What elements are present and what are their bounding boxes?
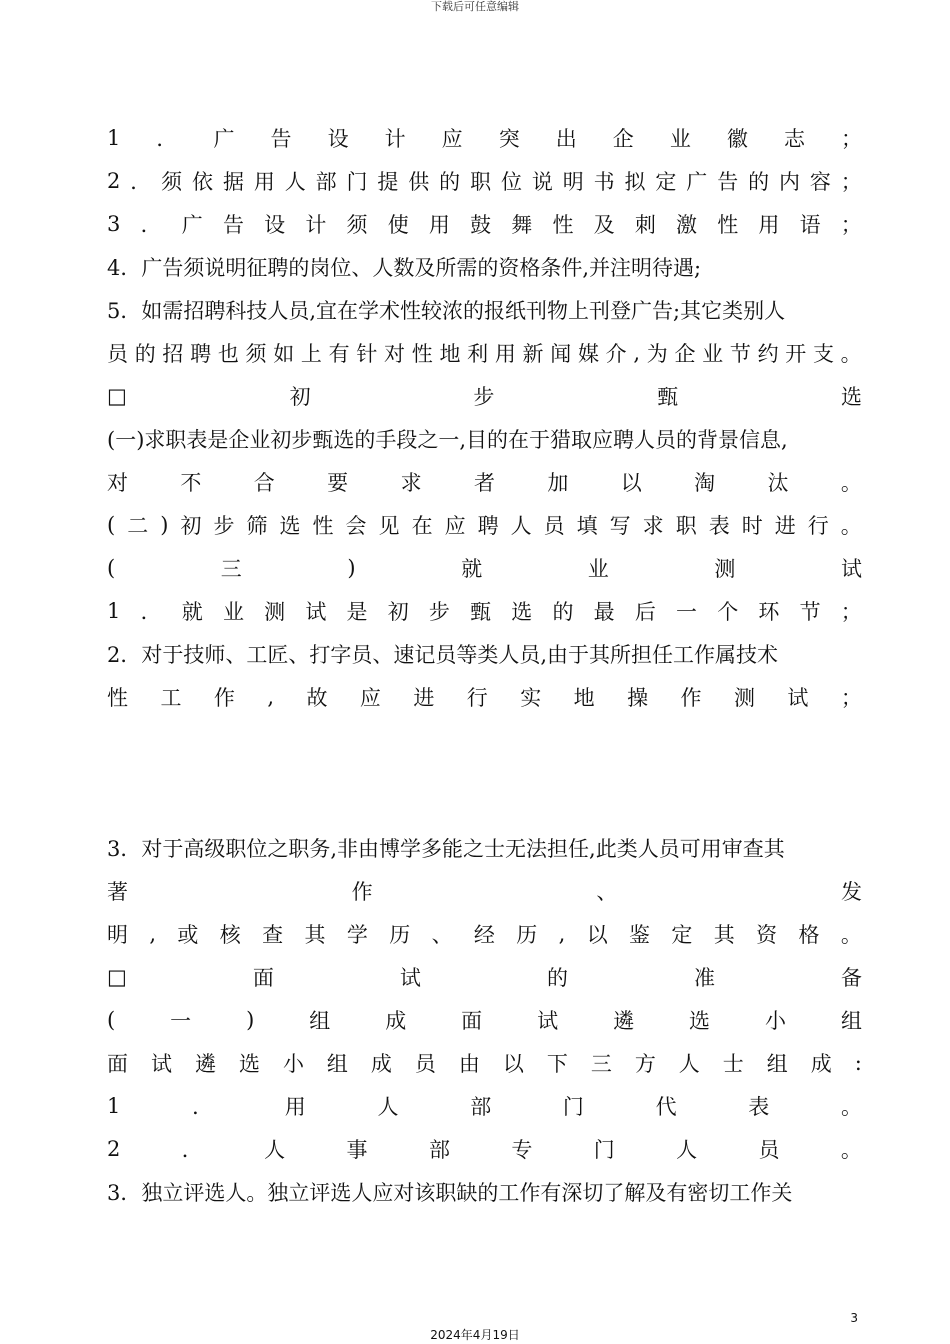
text-line: 对 不 合 要 求 者 加 以 淘 汰 。 bbox=[107, 471, 862, 495]
text-line: 1 ． 用 人 部 门 代 表 。 bbox=[107, 1094, 862, 1119]
page-number: 3 bbox=[850, 1311, 858, 1325]
text-line: 3．独立评选人。独立评选人应对该职缺的工作有深切了解及有密切工作关 bbox=[107, 1181, 793, 1205]
text-line: (一)求职表是企业初步甄选的手段之一,目的在于猎取应聘人员的背景信息, bbox=[107, 428, 788, 452]
text-line: 5．如需招聘科技人员,宜在学术性较浓的报纸刊物上刊登广告;其它类别人 bbox=[107, 299, 786, 323]
text-line: 1 ． 就 业 测 试 是 初 步 甄 选 的 最 后 一 个 环 节 ； bbox=[107, 599, 862, 624]
text-line: 2 ． 须 依 据 用 人 部 门 提 供 的 职 位 说 明 书 拟 定 广 告 的 内 容 ； bbox=[107, 169, 862, 194]
text-line: 面 试 遴 选 小 组 成 员 由 以 下 三 方 人 士 组 成 : bbox=[107, 1051, 862, 1076]
text-line: 4．广告须说明征聘的岗位、人数及所需的资格条件,并注明待遇; bbox=[107, 256, 702, 280]
text-line: 2．对于技师、工匠、打字员、速记员等类人员,由于其所担任工作属技术 bbox=[107, 643, 779, 667]
page-footer-date: 2024年4月19日 bbox=[430, 1328, 520, 1342]
text-line: 明 , 或 核 查 其 学 历 、 经 历 , 以 鉴 定 其 资 格 。 bbox=[107, 922, 862, 947]
text-line: □ 初 步 甄 选 bbox=[107, 384, 862, 409]
text-line: ( 三 ) 就 业 测 试 bbox=[107, 556, 862, 581]
page-header: 下载后可任意编辑 bbox=[431, 0, 519, 13]
text-line: 1 ． 广 告 设 计 应 突 出 企 业 徽 志 ； bbox=[107, 126, 862, 151]
text-line: 著 作 、 发 bbox=[107, 880, 862, 904]
text-line: ( 二 ) 初 步 筛 选 性 会 见 在 应 聘 人 员 填 写 求 职 表 时 进 行 。 bbox=[107, 513, 862, 538]
text-line: 3．对于高级职位之职务,非由博学多能之士无法担任,此类人员可用审查其 bbox=[107, 837, 785, 861]
text-line: 性 工 作 , 故 应 进 行 实 地 操 作 测 试 ； bbox=[107, 685, 862, 710]
text-line: □ 面 试 的 准 备 bbox=[107, 965, 862, 990]
text-line: 员 的 招 聘 也 须 如 上 有 针 对 性 地 利 用 新 闻 媒 介 , 为 企 业 节 约 开 支 。 bbox=[107, 341, 862, 366]
text-line: ( 一 ) 组 成 面 试 遴 选 小 组 bbox=[107, 1008, 862, 1033]
text-line: 2 ． 人 事 部 专 门 人 员 。 bbox=[107, 1137, 862, 1162]
text-line: 3 ． 广 告 设 计 须 使 用 鼓 舞 性 及 刺 激 性 用 语 ； bbox=[107, 212, 862, 237]
